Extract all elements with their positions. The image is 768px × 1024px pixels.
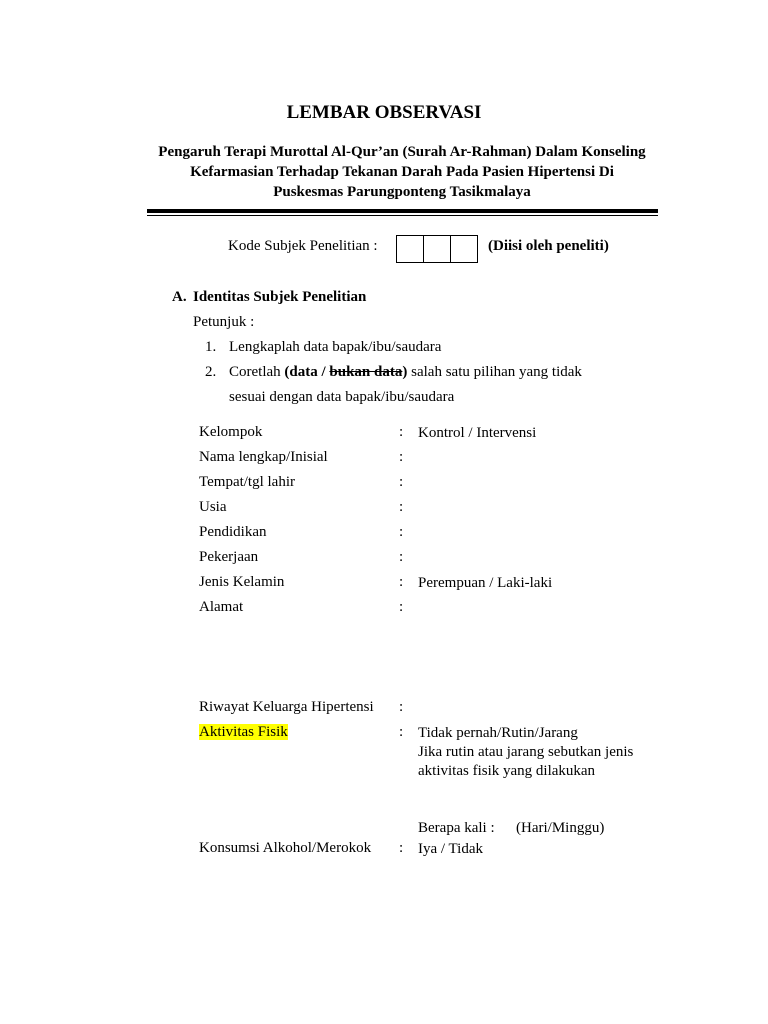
field-value-aktivitas-fisik[interactable] (418, 724, 633, 781)
field-label-usia: Usia (199, 499, 227, 515)
field-value-jenis-kelamin[interactable]: Perempuan / Laki-laki (418, 575, 553, 591)
frequency-unit: (Hari/Minggu) (516, 820, 605, 836)
highlighted-label: Aktivitas Fisik (199, 724, 288, 740)
instruction-text: Lengkaplah data bapak/ibu/saudara (229, 339, 442, 355)
field-label-aktivitas-fisik (199, 724, 288, 741)
field-colon: : (399, 599, 404, 615)
field-label-riwayat-keluarga: Riwayat Keluarga Hipertensi (199, 699, 374, 715)
instruction-text-post: salah satu pilihan yang tidak (407, 364, 582, 380)
field-label-kelompok: Kelompok (199, 424, 263, 440)
field-colon: : (399, 840, 404, 856)
field-colon: : (399, 724, 404, 740)
field-label-jenis-kelamin: Jenis Kelamin (199, 574, 285, 590)
instruction-number: 2. (205, 364, 217, 380)
instruction-item-1 (205, 339, 441, 356)
kode-digit-box-2[interactable] (424, 236, 451, 262)
field-colon: : (399, 524, 404, 540)
aktivitas-options: Tidak pernah/Rutin/Jarang (418, 725, 578, 741)
subtitle-line-2: Kefarmasian Terhadap Tekanan Darah Pada Pasien Hipertensi Di (190, 164, 614, 180)
instruction-bold-open: (data / (284, 364, 330, 380)
field-label-tempat-tgl-lahir: Tempat/tgl lahir (199, 474, 296, 490)
page-title: LEMBAR OBSERVASI (286, 102, 482, 123)
instruction-strikethrough: bukan data (329, 364, 403, 380)
field-colon: : (399, 549, 404, 565)
field-colon: : (399, 574, 404, 590)
berapa-kali-label: Berapa kali : (418, 820, 495, 836)
section-a-title: Identitas Subjek Penelitian (193, 289, 367, 305)
section-a-heading (172, 289, 366, 306)
subtitle-line-3: Puskesmas Parungponteng Tasikmalaya (273, 184, 531, 200)
field-label-pekerjaan: Pekerjaan (199, 549, 259, 565)
header-divider-thin (147, 215, 658, 216)
subtitle-line-1: Pengaruh Terapi Murottal Al-Qur’an (Surah Ar-Rahman) Dalam Konseling (158, 144, 646, 160)
field-colon: : (399, 424, 404, 440)
field-value-kelompok[interactable]: Kontrol / Intervensi (418, 425, 537, 441)
instruction-text-pre: Coretlah (229, 364, 285, 380)
field-label-nama: Nama lengkap/Inisial (199, 449, 328, 465)
header-divider-thick (147, 209, 658, 213)
field-colon: : (399, 474, 404, 490)
kode-subjek-note: (Diisi oleh peneliti) (488, 238, 609, 254)
petunjuk-label: Petunjuk : (193, 314, 255, 330)
field-colon: : (399, 699, 404, 715)
field-colon: : (399, 449, 404, 465)
instruction-number: 1. (205, 339, 217, 355)
instruction-item-2-continued: sesuai dengan data bapak/ibu/saudara (229, 389, 455, 405)
kode-digit-box-3[interactable] (451, 236, 477, 262)
instruction-item-2 (205, 364, 582, 381)
field-label-alamat: Alamat (199, 599, 244, 615)
kode-digit-box-1[interactable] (397, 236, 424, 262)
instruction-bold-close: ) (402, 364, 408, 380)
document-subtitle (140, 142, 664, 202)
field-label-konsumsi-alkohol-merokok: Konsumsi Alkohol/Merokok (199, 840, 372, 856)
aktivitas-note-line-2: aktivitas fisik yang dilakukan (418, 763, 596, 779)
field-value-konsumsi[interactable]: Iya / Tidak (418, 841, 484, 857)
kode-subjek-label: Kode Subjek Penelitian : (228, 238, 378, 254)
field-label-pendidikan: Pendidikan (199, 524, 267, 540)
section-a-number: A. (172, 289, 187, 305)
aktivitas-note-line-1: Jika rutin atau jarang sebutkan jenis (418, 744, 634, 760)
kode-subjek-input-boxes[interactable] (396, 235, 478, 263)
field-colon: : (399, 499, 404, 515)
